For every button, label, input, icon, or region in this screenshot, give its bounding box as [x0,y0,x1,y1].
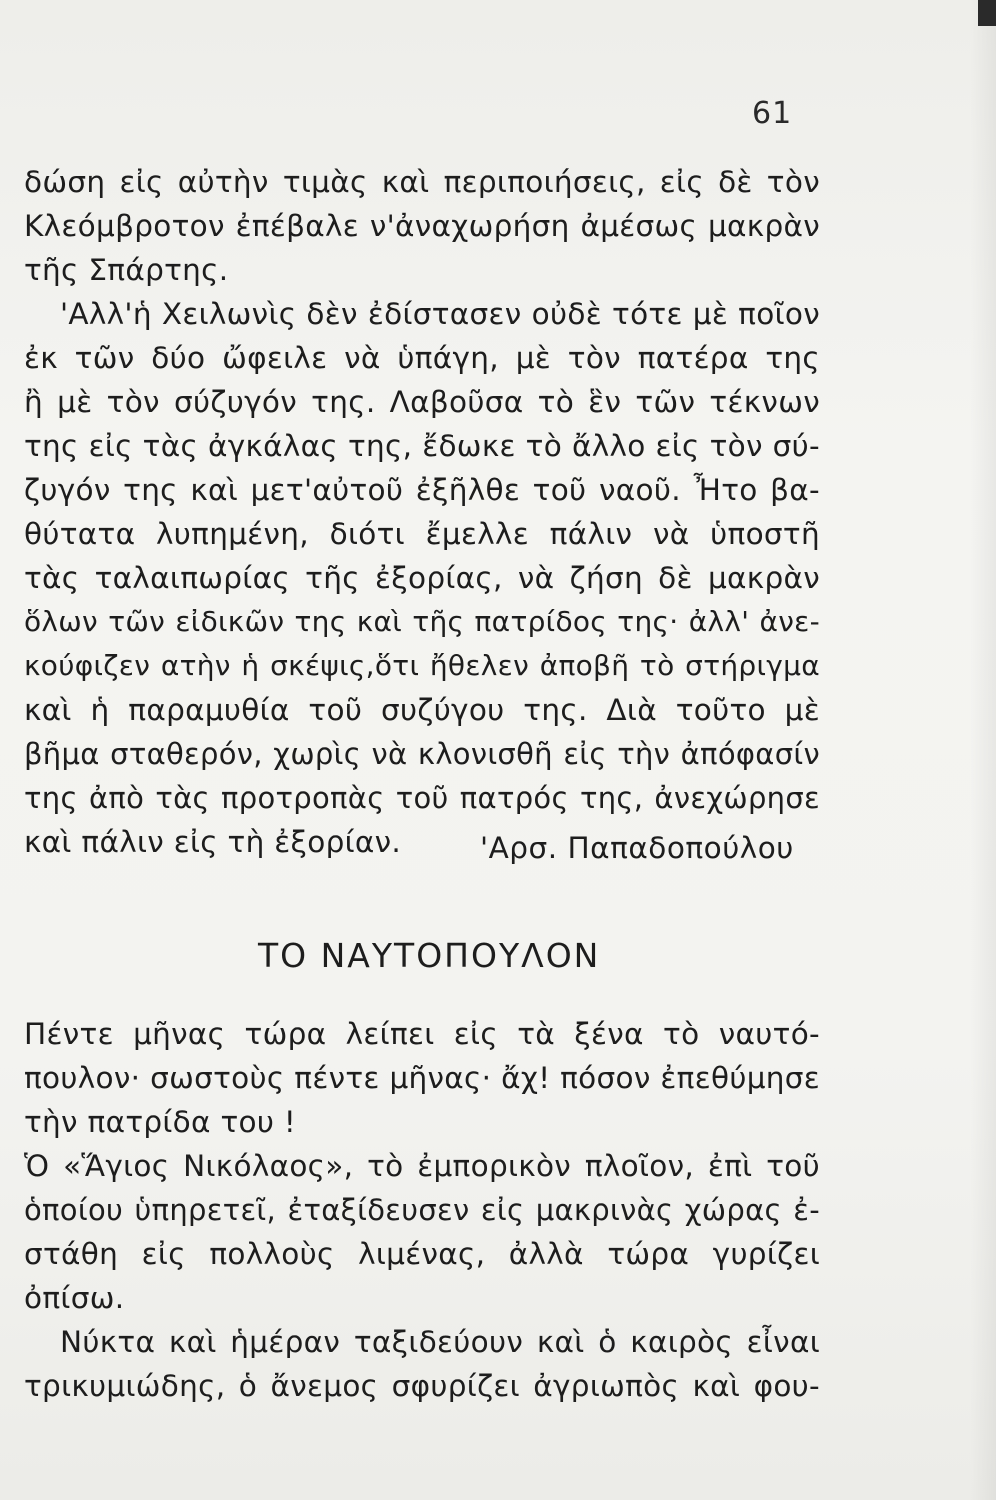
text-line: στάθη εἰς πολλοὺς λιμένας, ἀλλὰ τώρα γυρίζει [24,1237,820,1271]
text-line: ὁποίου ὑπηρετεῖ, ἐταξίδευσεν εἰς μακρινὰς χώρας ἐ- [24,1193,820,1227]
text-line: Ὁ «Ἅγιος Νικόλαος», τὸ ἐμπορικὸν πλοῖον, ἐπὶ τοῦ [24,1149,820,1183]
text-line: βῆμα σταθερόν, χωρὶς νὰ κλονισθῆ εἰς τὴν ἀπόφασίν [24,737,820,771]
text-line: ὀπίσω. [24,1281,125,1315]
text-line: ἐκ τῶν δύο ὤφειλε νὰ ὑπάγη, μὲ τὸν πατέρα της [24,341,820,375]
author-signature: 'Αρσ. Παπαδοπούλου [480,831,794,865]
text-line: τῆς Σπάρτης. [24,253,229,287]
text-line: πουλον· σωστοὺς πέντε μῆνας· ἄχ! πόσον ἐπεθύμησε [24,1061,820,1095]
text-line: τρικυμιώδης, ὁ ἄνεμος σφυρίζει ἀγριωπὸς καὶ φου- [24,1369,820,1403]
text-line: δώση εἰς αὐτὴν τιμὰς καὶ περιποιήσεις, εἰς δὲ τὸν [24,165,820,199]
page-edge-shadow [970,0,996,1500]
text-line: της ἀπὸ τὰς προτροπὰς τοῦ πατρός της, ἀνεχώρησε [24,781,820,815]
text-line: ὅλων τῶν εἰδικῶν της καὶ τῆς πατρίδος της· ἀλλ' ἀνε- [24,605,820,638]
section-title: ΤΟ ΝΑΥΤΟΠΟΥΛΟΝ [258,936,601,975]
text-line: της εἰς τὰς ἀγκάλας της, ἔδωκε τὸ ἄλλο εἰς τὸν σύ- [24,429,820,463]
text-line: κούφιζεν ατὴν ἡ σκέψις,ὅτι ἤθελεν ἀποβῆ τὸ στήριγμα [24,649,820,682]
text-line: ζυγόν της καὶ μετ'αὐτοῦ ἐξῆλθε τοῦ ναοῦ. Ἦτο βα- [24,473,820,507]
page-number: 61 [752,96,793,131]
text-line: τὴν πατρίδα του ! [24,1105,297,1139]
scan-corner-mark [978,0,996,26]
text-line: Νύκτα καὶ ἡμέραν ταξιδεύουν καὶ ὁ καιρὸς εἶναι [60,1325,820,1359]
text-line: ἢ μὲ τὸν σύζυγόν της. Λαβοῦσα τὸ ἓν τῶν τέκνων [24,385,820,419]
text-line: καὶ πάλιν εἰς τὴ ἐξορίαν. [24,825,402,859]
text-line: Κλεόμβροτον ἐπέβαλε ν'ἀναχωρήση ἀμέσως μακρὰν [24,209,820,243]
text-line: 'Αλλ'ἡ Χειλωνὶς δὲν ἐδίστασεν οὐδὲ τότε μὲ ποῖον [60,297,820,331]
text-line: καὶ ἡ παραμυθία τοῦ συζύγου της. Διὰ τοῦτο μὲ [24,693,820,727]
text-line: θύτατα λυπημένη, διότι ἔμελλε πάλιν νὰ ὑποστῆ [24,517,820,551]
text-line: τὰς ταλαιπωρίας τῆς ἐξορίας, νὰ ζήση δὲ μακρὰν [24,561,820,595]
text-line: Πέντε μῆνας τώρα λείπει εἰς τὰ ξένα τὸ ναυτό- [24,1017,820,1051]
